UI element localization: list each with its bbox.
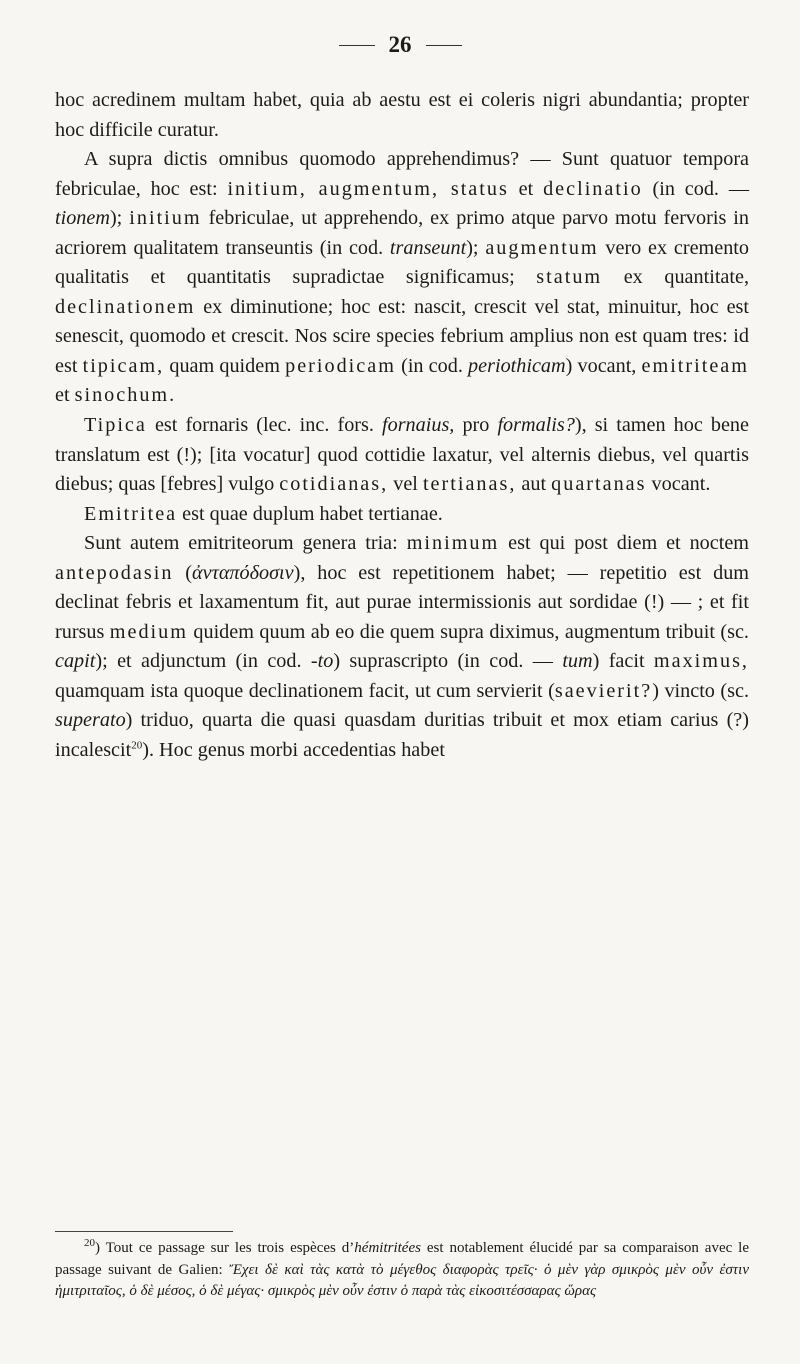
footnote-ref[interactable]: 20 [131, 739, 143, 752]
term-spaced: declinationem [55, 295, 196, 318]
term-spaced: medium [109, 620, 188, 643]
term-spaced: declinatio [543, 177, 643, 200]
term-spaced: tertianas, [422, 473, 517, 496]
footnote-marker: 20 [84, 1237, 95, 1249]
text-run: vocant. [646, 473, 711, 496]
text-run: ) Tout ce passage sur les trois espèces d’ [95, 1240, 355, 1256]
header-rule-right [426, 45, 462, 46]
term-italic: transeunt [389, 236, 467, 259]
term-italic: -to [310, 650, 334, 673]
term-spaced: antepodasin [55, 561, 174, 584]
text-run: quamquam ista quoque declinationem facit, ut cum servierit ( [55, 679, 555, 702]
term-italic: superato [55, 709, 126, 732]
text-run: ex quantitate, [602, 266, 750, 289]
paragraph-4 [55, 500, 749, 530]
text-run: (in cod. [395, 354, 469, 377]
text-run: ); [109, 207, 130, 230]
text-run: quam quidem [164, 354, 286, 377]
text-run: ( [173, 561, 193, 584]
term-italic: capit [55, 650, 96, 673]
term-italic: tionem [55, 207, 110, 230]
text-run: est notablement élucidé par sa comparaison avec le passage suivant de Galien: [55, 1240, 750, 1278]
paragraph-5 [55, 529, 749, 765]
text-run: et [508, 177, 544, 200]
term-spaced: tipicam, [82, 354, 165, 377]
footnote [55, 1238, 749, 1303]
footnote-rule [55, 1231, 233, 1232]
text-run: ) vocant, [565, 354, 642, 377]
text-run: vero ex cremento qualitatis et quantitatis supradictae significamus; [55, 236, 749, 289]
text-run: ) facit [592, 650, 654, 673]
text-run: quidem quum ab eo die quem supra diximus, augmentum tribuit (sc. [187, 620, 749, 643]
text-run: ex diminutione; hoc est: nascit, crescit vel stat, minuitur, hoc est senescit, quomodo et crescit. Nos scire species febrium amplius non est quam tres: id est [55, 295, 749, 377]
term-italic: periothicam [468, 354, 566, 377]
paragraph-2 [55, 145, 749, 411]
text-run: est qui post diem et noctem [499, 532, 749, 555]
text-run: A supra dictis omnibus quomodo apprehendimus? — Sunt quatuor tempora febriculae, hoc est: [55, 148, 749, 200]
text-run: ), si tamen hoc bene translatum est (!); [ita vocatur] quod cottidie laxatur, vel alternis diebus, vel quartis diebus; quas [febres] vulgo [55, 414, 749, 496]
term-spaced: augmentum [485, 236, 599, 259]
term-spaced: minimum [406, 532, 500, 555]
text-run: ) suprascripto (in cod. — [333, 650, 563, 673]
term-spaced: cotidianas, [279, 473, 389, 496]
text-run: (in cod. — [642, 177, 750, 200]
text-run: est fornaris (lec. inc. fors. [146, 414, 382, 437]
term-spaced: saevierit? [554, 679, 653, 702]
paragraph-3 [55, 411, 749, 500]
term-italic: hémitritées [354, 1240, 421, 1256]
text-run: ), hoc est repetitionem habet; — repetitio est dum declinat febris et laxamentum fit, aut purae intermissionis aut sordidae (!) — ; et fit rursus [55, 561, 749, 643]
text-run: et [55, 384, 75, 407]
text-run: Sunt autem emitriteorum genera tria: [84, 532, 407, 555]
term-italic: fornaius, [382, 414, 455, 437]
term-spaced: initium, augmentum, status [227, 177, 509, 200]
text-run: ). Hoc genus morbi accedentias habet [142, 739, 445, 762]
term-spaced: periodicam [285, 354, 396, 377]
text-run: hoc acredinem multam habet, quia ab aestu est ei coleris nigri abundantia; propter hoc difficile curatur. [55, 89, 749, 141]
term-spaced: statum [536, 266, 603, 289]
text-run: aut [516, 473, 552, 496]
text-run: ) vincto (sc. [652, 679, 749, 702]
text-run: pro [454, 414, 498, 437]
text-run: ) triduo, quarta die quasi quasdam duritias tribuit et mox etiam carius (?) incalescit [55, 709, 749, 762]
term-spaced: initium [129, 207, 202, 230]
page-number: 26 [388, 32, 412, 57]
term-spaced: Emitritea [84, 502, 178, 525]
term-spaced: emitriteam [641, 354, 749, 377]
paragraph-1 [55, 86, 749, 145]
term-spaced: quartanas [551, 473, 647, 496]
text-run: ); [466, 236, 486, 259]
text-run: febriculae, ut apprehendo, ex primo atque parvo motu fervoris in acriorem qualitatem transeuntis (in cod. [55, 207, 749, 259]
term-spaced: Tipica [84, 414, 147, 437]
term-italic: tum [562, 650, 593, 673]
text-run: est quae duplum habet tertianae. [177, 502, 443, 525]
term-greek: Ἔχει δὲ καὶ τὰς κατὰ τὸ μέγεθος διαφορὰς τρεῖς· ὁ μὲν γὰρ σμικρὸς μὲν οὖν ἐστιν ἡμιτριταῖος, ὁ δὲ μέσος, ὁ δὲ μέγας· σμικρὸς μὲν οὖν ἐστιν ὁ παρὰ τὰς εἰκοσιτέσσαρας ὥρας [55, 1261, 749, 1300]
page-header [0, 30, 800, 60]
term-greek: ἀνταπόδοσιν [192, 561, 294, 584]
header-rule-left [339, 45, 375, 46]
term-spaced: sinochum. [74, 384, 177, 407]
text-run: ); et adjunctum (in cod. [95, 650, 311, 673]
term-spaced: maximus, [653, 650, 749, 673]
text-run: vel [388, 473, 423, 496]
term-italic: formalis? [497, 414, 575, 437]
body-text [55, 86, 749, 766]
